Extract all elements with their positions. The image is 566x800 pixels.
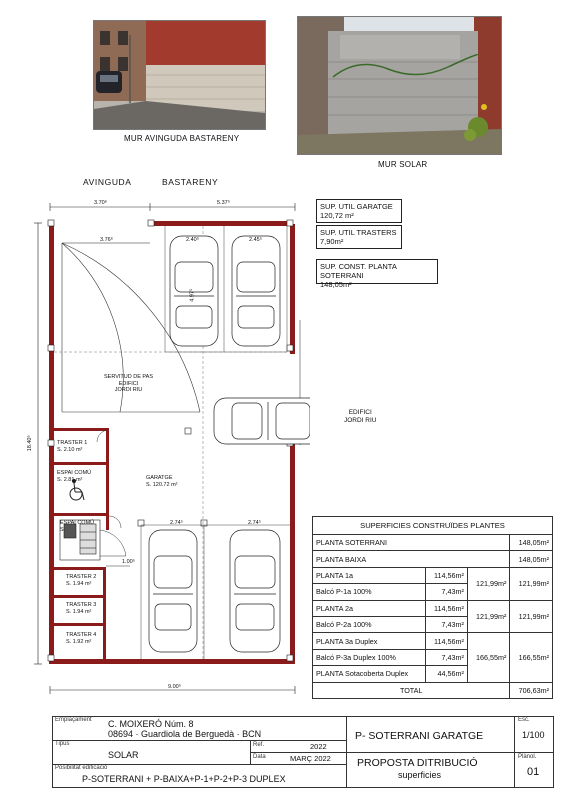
dim-car-2: 2.45⁵: [249, 237, 262, 243]
row-p3-sota-label: PLANTA Sotacoberta Duplex: [313, 666, 426, 682]
garatge-label: [146, 475, 178, 488]
car-bottom-right: [230, 530, 280, 652]
row-p1-val: 114,56m²: [425, 567, 467, 583]
servitud-label: [104, 374, 153, 394]
row-soterrani-total: 148,05m²: [510, 535, 553, 551]
row-p2-total: 121,99m²: [510, 600, 553, 633]
car-top-right: [232, 236, 280, 346]
table-row: [313, 551, 553, 567]
tb-tipus: SOLAR: [108, 750, 139, 760]
room-traster-2-name: TRASTER 2: [66, 574, 97, 580]
street-photo-image: [94, 21, 265, 129]
room-espai-comu-2-area: S.: [60, 526, 66, 533]
info-trasters-line1: SUP. UTIL TRASTERS: [320, 228, 397, 237]
edifici-line1: EDIFICI: [348, 409, 372, 416]
photo-left-caption: MUR AVINGUDA BASTARENY: [124, 134, 240, 143]
room-espai-comu-1-area: S. 2.81 m²: [57, 476, 83, 483]
room-traster-4-name: TRASTER 4: [66, 632, 97, 638]
table-row: [313, 682, 553, 698]
room-traster-3: [66, 602, 96, 615]
dim-inner-left: 3.76⁶: [100, 237, 113, 243]
tb-planol-value: 01: [527, 766, 540, 778]
tb-data-label: Data: [253, 754, 266, 760]
room-traster-4: [66, 632, 96, 645]
room-traster-2-area: S. 1.94 m²: [66, 580, 92, 587]
row-soterrani-label: PLANTA SOTERRANI: [313, 535, 510, 551]
info-soterrani-line2: 148,05m²: [320, 280, 352, 289]
row-p1-balco-val: 7,43m²: [425, 584, 467, 600]
row-p1-total: 121,99m²: [510, 567, 553, 600]
tb-planol-label: Plànol.: [518, 754, 537, 760]
row-p1-balco-label: Balcó P-1a 100%: [313, 584, 426, 600]
info-trasters-line2: 7,90m²: [320, 237, 344, 246]
row-total-value: 706,63m²: [510, 682, 553, 698]
room-espai-comu-1: [57, 470, 91, 483]
row-p3-sub: 166,55m²: [467, 633, 510, 682]
dim-car-1: 2.40⁵: [186, 237, 199, 243]
room-traster-1: [57, 440, 87, 453]
room-traster-4-area: S. 1.92 m²: [66, 638, 92, 645]
row-p2-balco-label: Balcó P-2a 100%: [313, 616, 426, 632]
dim-car-5: 2.74⁵: [248, 520, 261, 526]
tb-emplacament-label: Emplaçament: [55, 717, 92, 723]
row-total-label: TOTAL: [313, 682, 510, 698]
dim-left-side: 18.40⁵: [26, 435, 33, 452]
tb-ref-label: Ref.: [253, 742, 265, 748]
servitud-line2: EDIFICI: [118, 380, 139, 387]
tb-divider-h4: [346, 752, 554, 753]
table-row: [313, 535, 553, 551]
car-horizontal: [214, 398, 310, 444]
tb-superficies: superficies: [398, 770, 442, 780]
servitud-line3: JORDI RIU: [114, 387, 143, 393]
room-traster-3-name: TRASTER 3: [66, 602, 97, 608]
table-row: [313, 600, 553, 616]
tb-possibilitat: P-SOTERRANI + P-BAIXA+P-1+P-2+P-3 DUPLEX: [82, 774, 286, 784]
room-traster-2: [66, 574, 96, 587]
tb-address2: 08694 · Guardiola de Berguedà · BCN: [108, 729, 262, 739]
row-p2-balco-val: 7,43m²: [425, 616, 467, 632]
street-name-word2: BASTARENY: [162, 177, 219, 187]
photo-mur-avinguda: [93, 20, 266, 130]
photo-right-caption: MUR SOLAR: [378, 160, 428, 169]
dim-100: 1.00⁵: [122, 559, 135, 565]
room-traster-3-area: S. 1.94 m²: [66, 608, 92, 615]
edifici-line2: JORDI RIU: [344, 417, 377, 424]
row-baixa-total: 148,05m²: [510, 551, 553, 567]
tb-esc-label: Esc.: [518, 717, 530, 723]
info-garatge-line1: SUP. UTIL GARATGE: [320, 202, 393, 211]
dim-car-3: 4.97⁵: [189, 288, 196, 302]
tb-address1: C. MOIXERÓ Núm. 8: [108, 719, 194, 729]
servitud-line1: SERVITUD DE PAS: [104, 374, 154, 380]
row-p3-balco-label: Balcó P-3a Duplex 100%: [313, 649, 426, 665]
garatge-line1: GARATGE: [146, 475, 173, 481]
edifici-label: [344, 409, 377, 425]
dim-top-left: 3.70⁶: [94, 200, 107, 206]
info-box-soterrani: [316, 259, 438, 289]
dim-top-right: 5.37⁵: [217, 200, 230, 206]
row-p3-label: PLANTA 3a Duplex: [313, 633, 426, 649]
tb-data-value: MARÇ 2022: [290, 754, 331, 763]
car-bottom-left: [149, 530, 197, 652]
dim-car-4: 2.74⁵: [170, 520, 183, 526]
tb-divider-h3: [250, 752, 346, 753]
tb-possibilitat-label: Posibilitat edificació: [55, 765, 108, 771]
room-traster-1-area: S. 2.10 m²: [57, 446, 83, 453]
row-p2-sub: 121,99m²: [467, 600, 510, 633]
row-p1-label: PLANTA 1a: [313, 567, 426, 583]
row-p3-balco-val: 7,43m²: [425, 649, 467, 665]
info-soterrani-line1: SUP. CONST. PLANTA SOTERRANI: [320, 262, 397, 280]
tb-title: P- SOTERRANI GARATGE: [355, 730, 484, 742]
room-espai-comu-2-name: ESPAI COMÚ: [60, 520, 95, 526]
garatge-line2: S. 120.72 m²: [146, 481, 178, 488]
surfaces-table-header: SUPERFICIES CONSTRUÏDES PLANTES: [313, 517, 553, 535]
tb-divider-h1: [52, 740, 346, 741]
info-garatge-line2: 120,72 m²: [320, 211, 354, 220]
row-p3-sota-val: 44,56m²: [425, 666, 467, 682]
photo-mur-solar: [297, 16, 502, 155]
info-box-trasters: [316, 225, 402, 249]
tb-proposta: PROPOSTA DITRIBUCIÓ: [357, 757, 478, 769]
row-p2-label: PLANTA 2a: [313, 600, 426, 616]
row-p2-val: 114,56m²: [425, 600, 467, 616]
row-p3-val: 114,56m²: [425, 633, 467, 649]
row-p1-sub: 121,99m²: [467, 567, 510, 600]
row-baixa-label: PLANTA BAIXA: [313, 551, 510, 567]
table-row: [313, 633, 553, 649]
floor-plan: [0, 190, 310, 700]
tb-ref-value: 2022: [310, 742, 327, 751]
table-row: [313, 567, 553, 583]
room-espai-comu-1-name: ESPAI COMÚ: [57, 470, 92, 476]
tb-esc-value: 1/100: [522, 730, 545, 740]
table-row: [313, 517, 553, 535]
surfaces-table: [312, 516, 553, 699]
street-name-word1: AVINGUDA: [83, 177, 132, 187]
solar-photo-image: [298, 17, 501, 154]
tb-tipus-label: Tipus: [55, 741, 70, 747]
room-traster-1-name: TRASTER 1: [57, 440, 88, 446]
room-espai-comu-2: [60, 520, 94, 533]
info-box-garatge: [316, 199, 402, 223]
dim-bottom: 9.00⁵: [168, 684, 181, 690]
row-p3-total: 166,55m²: [510, 633, 553, 682]
